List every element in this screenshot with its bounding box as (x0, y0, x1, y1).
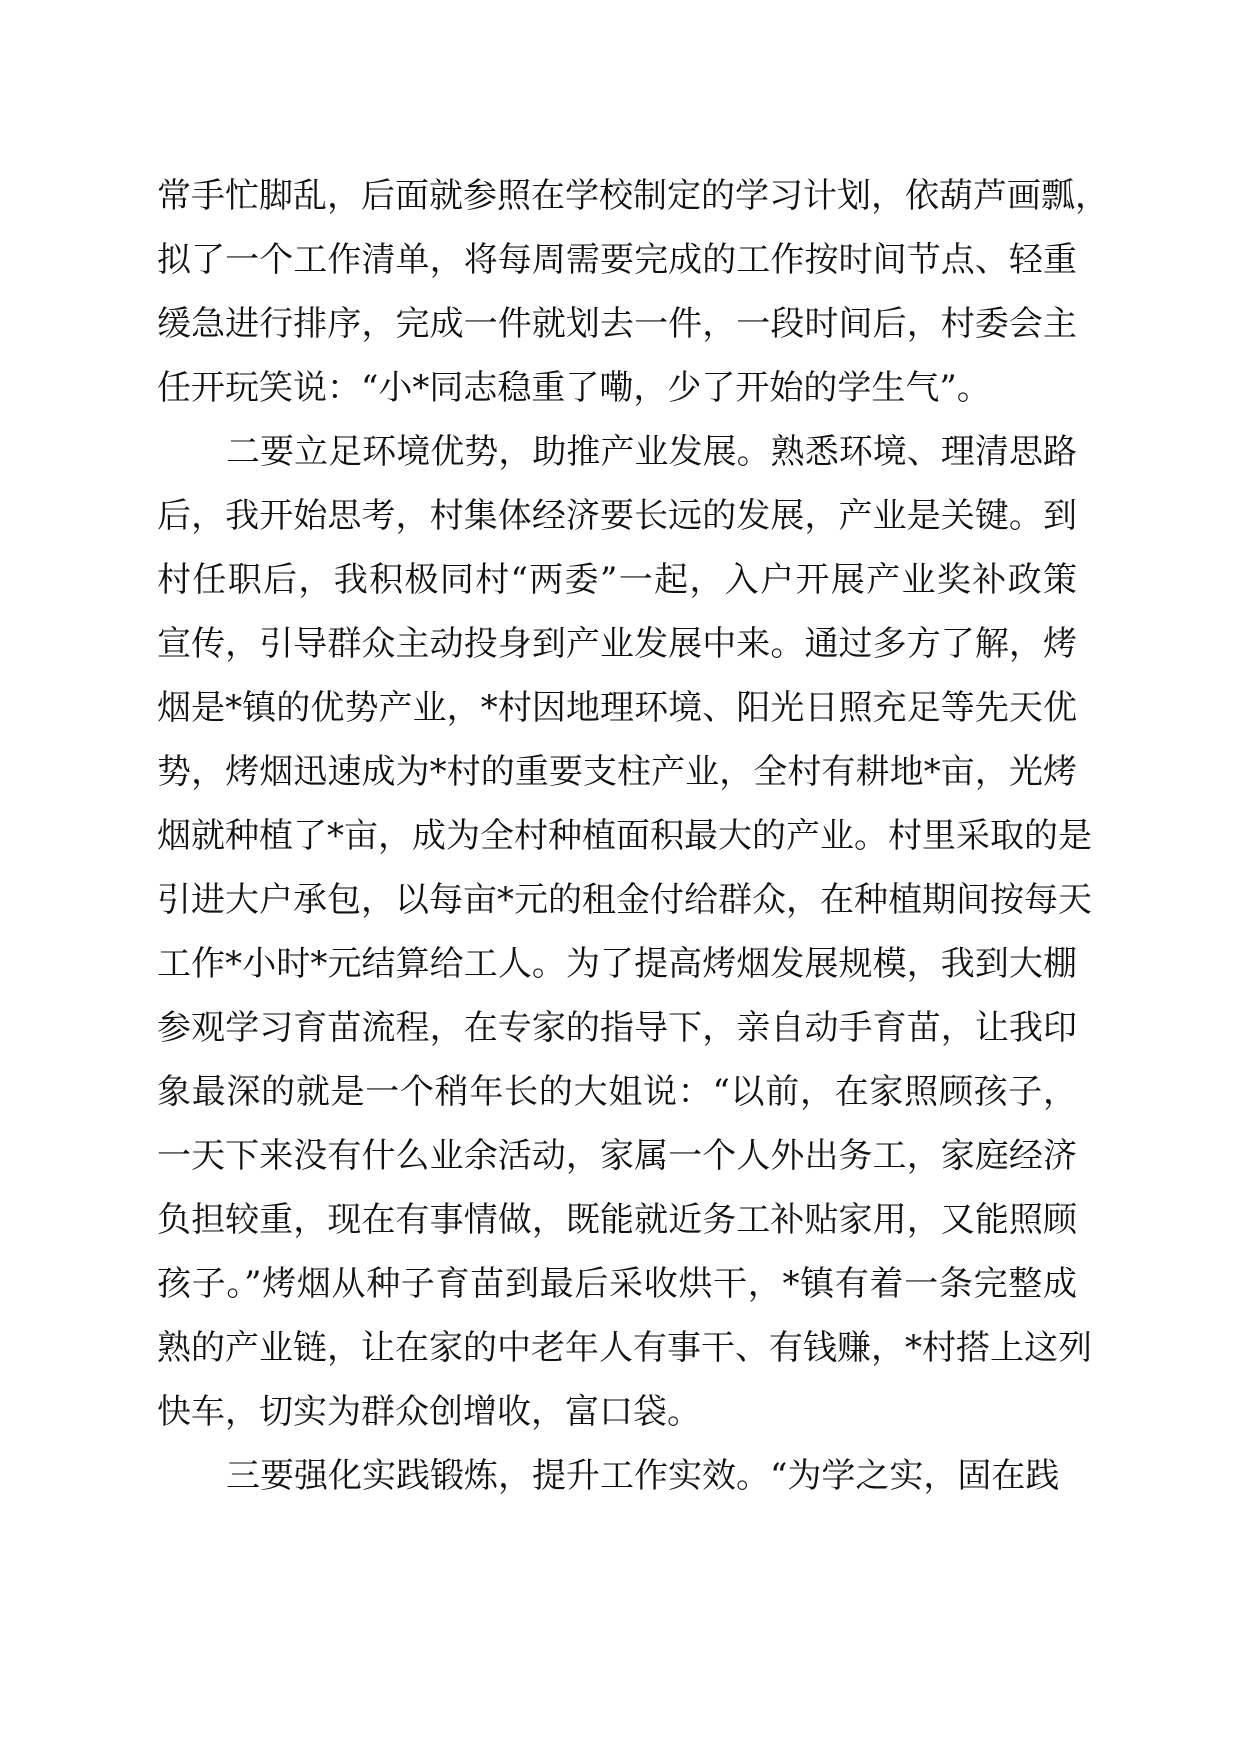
text-line: 烟就种植了*亩，成为全村种植面积最大的产业。村里采取的是 (157, 816, 1092, 856)
text-line: 孩子。”烤烟从种子育苗到最后采收烘干，*镇有着一条完整成 (157, 1264, 1077, 1304)
text-line: 村任职后，我积极同村“两委”一起，入户开展产业奖补政策 (157, 560, 1077, 600)
text-line: 任开玩笑说：“小*同志稳重了嘞，少了开始的学生气”。 (157, 368, 991, 408)
text-line: 引进大户承包，以每亩*元的租金付给群众，在种植期间按每天 (157, 880, 1092, 920)
text-line: 象最深的就是一个稍年长的大姐说：“以前，在家照顾孩子， (157, 1072, 1077, 1112)
text-line: 熟的产业链，让在家的中老年人有事干、有钱赚，*村搭上这列 (157, 1328, 1092, 1368)
text-line: 拟了一个工作清单，将每周需要完成的工作按时间节点、轻重 (157, 240, 1077, 280)
text-line: 缓急进行排序，完成一件就划去一件，一段时间后，村委会主 (157, 304, 1077, 344)
paragraph-heading-line: 三要强化实践锻炼，提升工作实效。“为学之实，固在践 (226, 1456, 1060, 1496)
text-line: 快车，切实为群众创增收，富口袋。 (157, 1392, 701, 1432)
text-line: 宣传，引导群众主动投身到产业发展中来。通过多方了解，烤 (157, 624, 1077, 664)
text-line: 势，烤烟迅速成为*村的重要支柱产业，全村有耕地*亩，光烤 (157, 752, 1077, 792)
text-line: 常手忙脚乱，后面就参照在学校制定的学习计划，依葫芦画瓢， (157, 176, 1109, 216)
text-line: 参观学习育苗流程，在专家的指导下，亲自动手育苗，让我印 (157, 1008, 1077, 1048)
text-line: 后，我开始思考，村集体经济要长远的发展，产业是关键。到 (157, 496, 1077, 536)
text-line: 一天下来没有什么业余活动，家属一个人外出务工，家庭经济 (157, 1136, 1077, 1176)
text-line: 工作*小时*元结算给工人。为了提高烤烟发展规模，我到大棚 (157, 944, 1077, 984)
paragraph-heading-line: 二要立足环境优势，助推产业发展。熟悉环境、理清思路 (226, 432, 1077, 472)
text-line: 烟是*镇的优势产业，*村因地理环境、阳光日照充足等先天优 (157, 688, 1077, 728)
text-line: 负担较重，现在有事情做，既能就近务工补贴家用，又能照顾 (157, 1200, 1077, 1240)
